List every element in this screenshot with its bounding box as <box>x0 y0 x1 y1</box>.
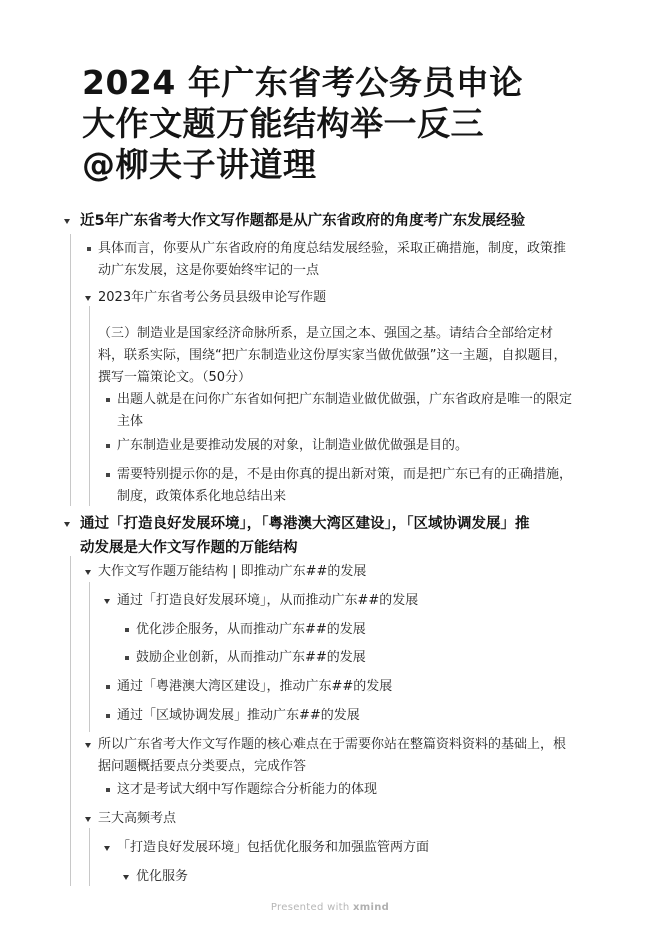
section-heading-1: 近5年广东省考大作文写作题都是从广东省政府的角度考广东发展经验 <box>80 213 526 229</box>
universal-structure-label: 大作文写作题万能结构 | 即推动广东##的发展 <box>98 564 367 579</box>
outline-item-2023-exam: 2023年广东省考公务员县级申论写作题 <box>98 290 327 305</box>
collapse-caret-icon[interactable] <box>85 296 91 301</box>
analysis-point-1: 出题人就是在问你广东省如何把广东制造业做优做强，广东省政府是唯一的限定 主体 <box>117 392 573 429</box>
collapse-caret-icon[interactable] <box>123 875 129 880</box>
structure-env-item: 通过「打造良好发展环境」，从而推动广东##的发展 <box>117 593 419 608</box>
bullet-icon <box>125 628 129 632</box>
bullet-icon <box>106 444 110 448</box>
title-line-1: 2024 年广东省考公务员申论 <box>82 63 523 102</box>
title-line-2: 大作文题万能结构举一反三 <box>82 104 484 143</box>
hot-topic-env-sub: 优化服务 <box>136 869 189 884</box>
bullet-icon <box>125 656 129 660</box>
guide-line <box>70 234 71 506</box>
structure-gba-item: 通过「粤港澳大湾区建设」，推动广东##的发展 <box>117 679 393 694</box>
collapse-caret-icon[interactable] <box>104 846 110 851</box>
bullet-icon <box>106 788 110 792</box>
exam-question-text: （三）制造业是国家经济命脉所系，是立国之本、强国之基。请结合全部给定材 料，联系实际，围绕“把广东制造业这份厚实家当做优做强”这一主题，自拟题目， 撰写一篇策论文。（50分） <box>98 326 567 385</box>
bullet-icon <box>106 473 110 477</box>
hot-topics-label: 三大高频考点 <box>98 811 177 826</box>
presented-with-footer <box>0 902 660 913</box>
footer-prefix: Presented with <box>270 902 350 913</box>
xmind-logo: xmind <box>353 902 390 913</box>
guide-line <box>89 828 90 886</box>
guide-line <box>89 306 90 506</box>
structure-regional-item: 通过「区域协调发展」推动广东##的发展 <box>117 708 360 723</box>
hot-topic-env: 「打造良好发展环境」包括优化服务和加强监管两方面 <box>117 840 430 855</box>
guide-line <box>89 582 90 732</box>
collapse-caret-icon[interactable] <box>64 219 70 224</box>
outline-item-perspective: 具体而言，你要从广东省政府的角度总结发展经验，采取正确措施，制度，政策推 动广东发展，这是你要始终牢记的一点 <box>98 241 567 278</box>
structure-env-sub-1: 优化涉企服务，从而推动广东##的发展 <box>136 622 366 637</box>
collapse-caret-icon[interactable] <box>64 522 70 527</box>
analysis-point-2: 广东制造业是要推动发展的对象，让制造业做优做强是目的。 <box>117 438 469 453</box>
core-difficulty-sub: 这才是考试大纲中写作题综合分析能力的体现 <box>117 782 378 797</box>
bullet-icon <box>106 714 110 718</box>
collapse-caret-icon[interactable] <box>85 817 91 822</box>
analysis-point-3: 需要特别提示你的是，不是由你真的提出新对策，而是把广东已有的正确措施， 制度，政策体系化地总结出来 <box>117 467 573 504</box>
collapse-caret-icon[interactable] <box>85 570 91 575</box>
core-difficulty-item: 所以广东省考大作文写作题的核心难点在于需要你站在整篇资料资料的基础上，根 据问题概括要点分类要点，完成作答 <box>98 737 567 774</box>
section-heading-2: 通过「打造良好发展环境」，「粤港澳大湾区建设」，「区域协调发展」推 动发展是大作文写作题的万能结构 <box>80 516 530 556</box>
bullet-icon <box>87 247 91 251</box>
page-title <box>82 62 523 185</box>
bullet-icon <box>106 685 110 689</box>
collapse-caret-icon[interactable] <box>104 599 110 604</box>
bullet-icon <box>106 398 110 402</box>
guide-line <box>70 556 71 886</box>
structure-env-sub-2: 鼓励企业创新，从而推动广东##的发展 <box>136 650 366 665</box>
title-line-3: @柳夫子讲道理 <box>82 145 317 184</box>
collapse-caret-icon[interactable] <box>85 743 91 748</box>
